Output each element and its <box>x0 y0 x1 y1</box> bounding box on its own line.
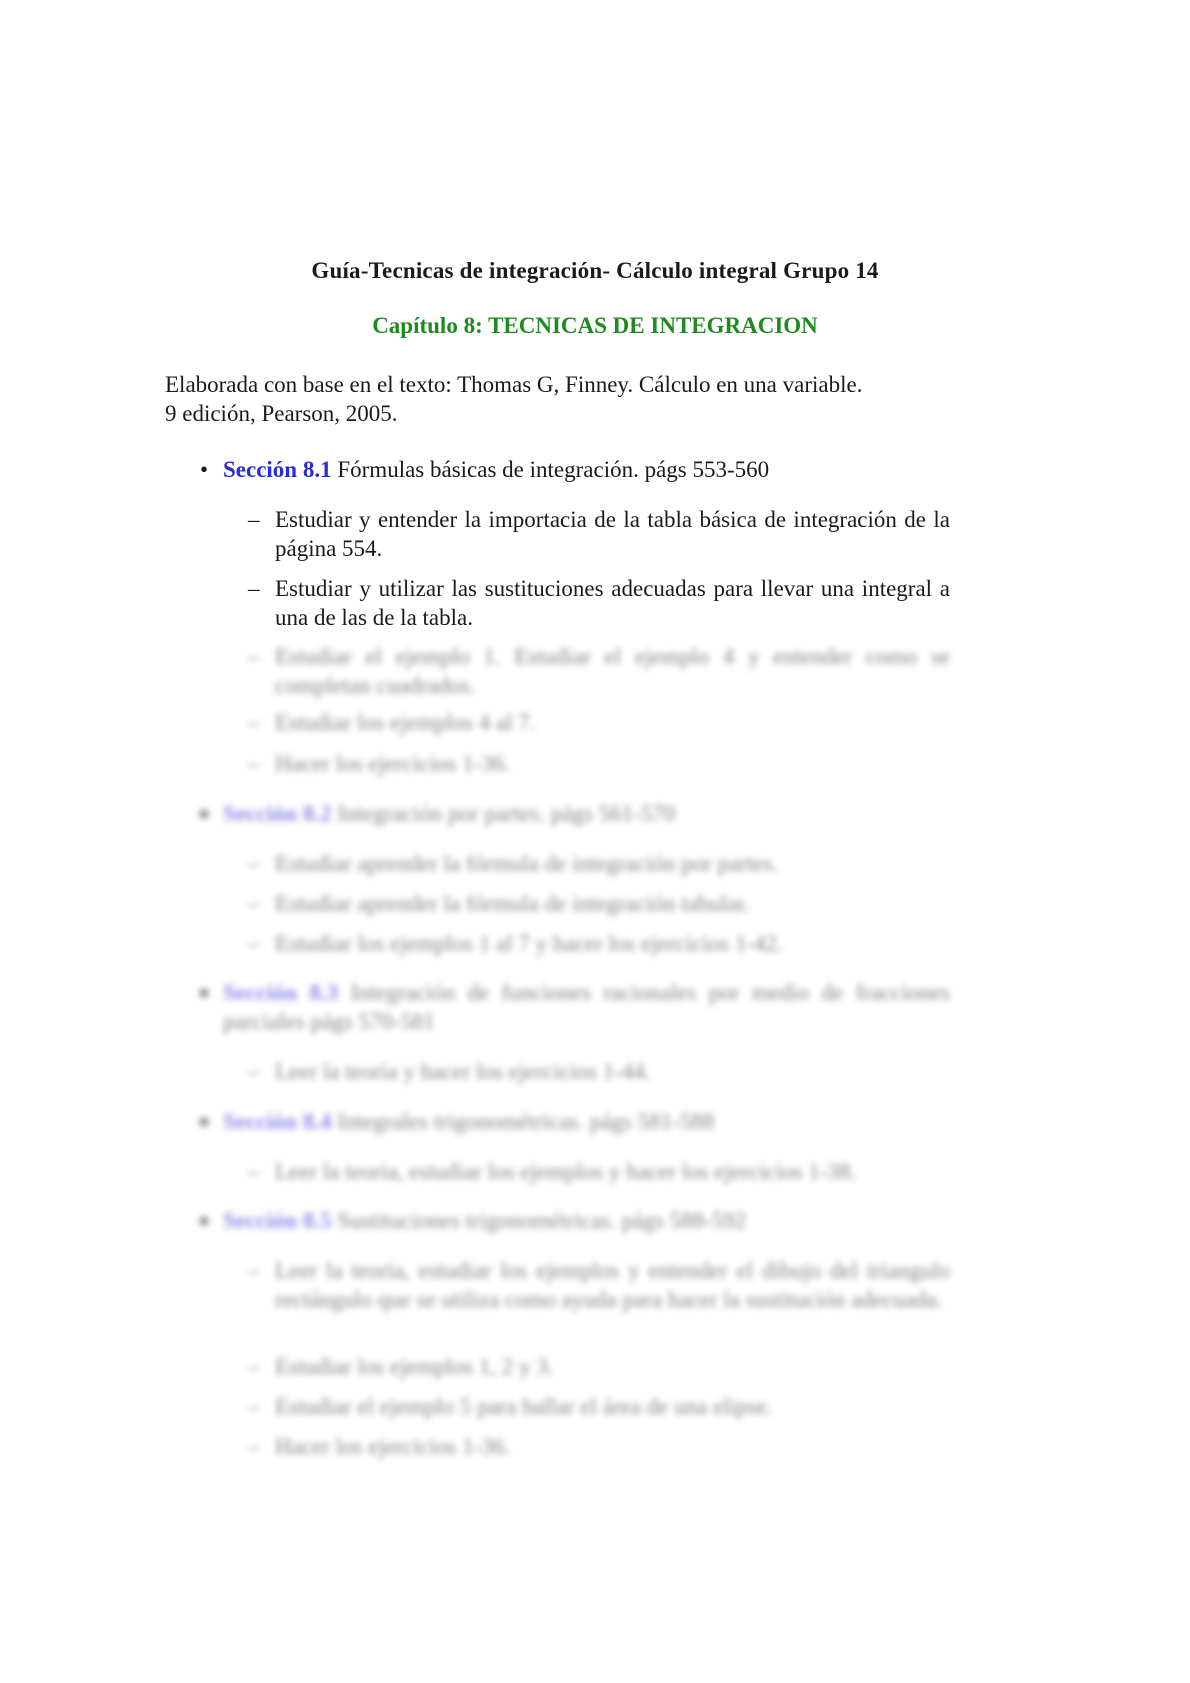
chapter-heading: Capítulo 8: TECNICAS DE INTEGRACION <box>372 313 818 338</box>
dash-icon: – <box>248 710 260 735</box>
section-title: Integración por partes. págs 561-570 <box>337 801 676 826</box>
bullet-icon <box>200 810 208 818</box>
section-title: Sustituciones trigonométricas. págs 588-592 <box>337 1208 747 1233</box>
dash-icon: – <box>248 931 260 956</box>
section-title: Integración de funciones racionales por medio de fracciones parciales págs 570-581 <box>223 980 950 1034</box>
dash-icon: – <box>248 1354 260 1379</box>
section-number: Sección 8.2 <box>223 801 332 826</box>
dash-icon: – <box>248 1258 260 1283</box>
dash-icon: – <box>248 576 260 601</box>
bullet-icon <box>200 1118 208 1126</box>
bullet-icon: • <box>200 457 209 482</box>
dash-icon: – <box>248 751 260 776</box>
bullet-icon <box>200 989 208 997</box>
dash-icon: – <box>248 1159 260 1184</box>
section-title: Fórmulas básicas de integración. págs 553-560 <box>337 457 770 482</box>
intro-line-1: Elaborada con base en el texto: Thomas G, Finney. Cálculo en una variable. <box>165 372 863 397</box>
section-number: Sección 8.3 <box>223 980 339 1005</box>
dash-icon: – <box>248 507 260 532</box>
sections-list: • Sección 8.1 Fórmulas básicas de integración. págs 553-560 – Estudiar y entender la importacia de la tabla básica de integración de la página 554. – Estudiar y utilizar las sustituciones adecuadas para llevar una integral a una de las de la tabla. – Estudiar el ejemplo 1. Estudiar el ejemplo 4 y entender como se completan cuadrados. – Estudiar los ejemplos 4 al 7. – Hacer los ejercicios 1-36. Sección 8.2 Integración por partes. págs 561-570 – Estudiar aprender la fórmula de integración por partes. – Estudiar aprender la fórmula de integración tabular. – Estudiar los ejemplos 1 al 7 y hacer los ejercicios 1-42. Sección 8.3 Integración de funciones racionales por medio de fracciones parciales págs 570-581 – Leer la teoria y hacer los ejercicios 1-44. Sección 8.4 Integrales trigonométricas. págs 581-588 – Leer la teoria, estudiar los ejemplos y hacer los ejercicios 1-38. Sección 8.5 Sustituciones trigonométricas. págs 588-592 – Leer la teoria, estudiar los ejemplos y entender el dibujo del triangulo rectángulo que se utiliza como ayuda para hacer la sustitución adecuada. – Estudiar los ejemplos 1, 2 y 3. – Estudiar el ejemplo 5 para hallar el área de una elipse. – Hacer los ejercicios 1-36. <box>200 457 950 1459</box>
section-number: Sección 8.4 <box>223 1109 332 1134</box>
dash-icon: – <box>248 1394 260 1419</box>
dash-icon: – <box>248 644 260 669</box>
bullet-icon <box>200 1217 208 1225</box>
dash-icon: – <box>248 1434 260 1459</box>
dash-icon: – <box>248 891 260 916</box>
dash-icon: – <box>248 1059 260 1084</box>
document-title: Guía-Tecnicas de integración- Cálculo integral Grupo 14 <box>311 258 879 283</box>
section-title: Integrales trigonométricas. págs 581-588 <box>337 1109 715 1134</box>
intro-line-2: 9 edición, Pearson, 2005. <box>165 401 398 426</box>
section-number: Sección 8.1 <box>223 457 332 482</box>
dash-icon: – <box>248 851 260 876</box>
section-number: Sección 8.5 <box>223 1208 332 1233</box>
